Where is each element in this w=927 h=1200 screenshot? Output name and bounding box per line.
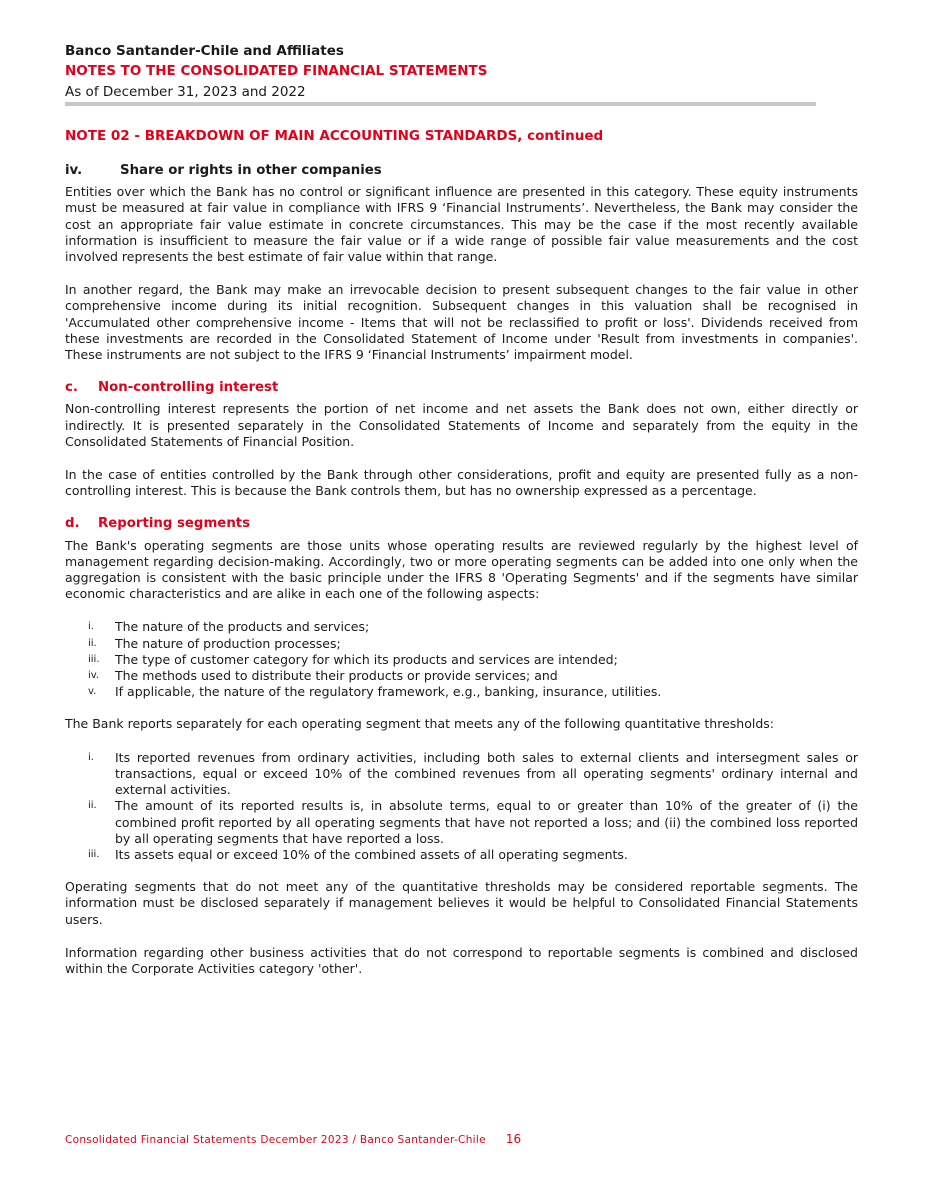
section-d-heading bbox=[65, 516, 858, 532]
list-item-text: The type of customer category for which its products and services are intended; bbox=[115, 651, 618, 667]
list-marker: ii. bbox=[88, 637, 97, 649]
list-item-text: The amount of its reported results is, in absolute terms, equal to or greater than 10% of the greater of (i) the combined profit reported by all operating segments that have not reported a loss; and (ii) the combined loss reported by all operating segments that have reported a loss. bbox=[115, 798, 858, 846]
section-d-paragraph-4: Information regarding other business activities that do not correspond to reportable segments is combined and disclosed within the Corporate Activities category 'other'. bbox=[65, 944, 858, 976]
report-date: As of December 31, 2023 and 2022 bbox=[65, 84, 306, 100]
list-item bbox=[65, 668, 858, 684]
aspects-list bbox=[65, 619, 858, 700]
section-iv-title: Share or rights in other companies bbox=[120, 163, 382, 178]
company-name: Banco Santander-Chile and Affiliates bbox=[65, 43, 344, 59]
section-c-title: Non-controlling interest bbox=[98, 380, 279, 396]
thresholds-list bbox=[65, 750, 858, 863]
list-marker: i. bbox=[88, 621, 94, 633]
page-number: 16 bbox=[505, 1132, 522, 1146]
section-d-number: d. bbox=[65, 516, 80, 532]
page-header bbox=[65, 42, 858, 103]
header-divider bbox=[65, 102, 816, 106]
list-marker: i. bbox=[88, 751, 94, 763]
list-item bbox=[65, 750, 858, 799]
list-item bbox=[65, 684, 858, 700]
list-item-text: The nature of production processes; bbox=[115, 635, 341, 651]
list-marker: ii. bbox=[88, 800, 97, 812]
list-item-text: If applicable, the nature of the regulatory framework, e.g., banking, insurance, utilities. bbox=[115, 684, 662, 700]
list-item bbox=[65, 847, 858, 863]
footer-text: Consolidated Financial Statements December 2023 / Banco Santander-Chile bbox=[65, 1134, 486, 1146]
section-d-paragraph-3: Operating segments that do not meet any of the quantitative thresholds may be considered reportable segments. The information must be disclosed separately if management believes it would be helpful to Consolidated Financial Statements users. bbox=[65, 879, 858, 927]
section-d-paragraph-1: The Bank's operating segments are those units whose operating results are reviewed regularly by the highest level of management regarding decision-making. Accordingly, two or more operating segments can be added into one only when the aggregation is consistent with the basic principle under the IFRS 8 'Operating Segments' and if the segments have similar economic characteristics and are alike in each one of the following aspects: bbox=[65, 537, 858, 602]
list-item bbox=[65, 619, 858, 635]
section-iv-paragraph-2: In another regard, the Bank may make an irrevocable decision to present subsequent changes to the fair value in other comprehensive income during its initial recognition. Subsequent changes in this valuation shall be recognised in 'Accumulated other comprehensive income - Items that will not be reclassified to profit or loss'. Dividends received from these investments are recorded in the Consolidated Statement of Income under 'Result from investments in companies'. These instruments are not subject to the IFRS 9 ‘Financial Instruments’ impairment model. bbox=[65, 282, 858, 363]
list-item-text: The nature of the products and services; bbox=[115, 619, 370, 635]
list-item-text: Its assets equal or exceed 10% of the combined assets of all operating segments. bbox=[115, 846, 628, 862]
list-item bbox=[65, 652, 858, 668]
document-body bbox=[65, 163, 858, 994]
list-marker: v. bbox=[88, 686, 97, 698]
list-item bbox=[65, 798, 858, 847]
notes-title: NOTES TO THE CONSOLIDATED FINANCIAL STATEMENTS bbox=[65, 63, 488, 79]
list-marker: iv. bbox=[88, 670, 100, 682]
section-iv-paragraph-1: Entities over which the Bank has no control or significant influence are presented in this category. These equity instruments must be measured at fair value in compliance with IFRS 9 ‘Financial Instruments’. Nevertheless, the Bank may consider the cost an appropriate fair value estimate in concrete circumstances. This may be the case if the most recently available information is insufficient to measure the fair value or if a wide range of possible fair value measurements and the cost involved represents the best estimate of fair value within that range. bbox=[65, 184, 858, 265]
section-c-paragraph-2: In the case of entities controlled by the Bank through other considerations, profit and equity are presented fully as a non-controlling interest. This is because the Bank controls them, but has no ownership expressed as a percentage. bbox=[65, 467, 858, 499]
section-d-title: Reporting segments bbox=[98, 516, 251, 532]
section-iv-heading bbox=[65, 163, 858, 179]
list-item-text: The methods used to distribute their products or provide services; and bbox=[115, 668, 558, 684]
list-marker: iii. bbox=[88, 848, 100, 860]
list-item-text: Its reported revenues from ordinary activities, including both sales to external clients and intersegment sales or transactions, equal or exceed 10% of the combined revenues from all operating segments' ordinary internal and external activities. bbox=[115, 749, 858, 798]
note-title: NOTE 02 - BREAKDOWN OF MAIN ACCOUNTING STANDARDS, continued bbox=[65, 128, 604, 144]
section-c-paragraph-1: Non-controlling interest represents the portion of net income and net assets the Bank does not own, either directly or indirectly. It is presented separately in the Consolidated Statements of Income and separately from the equity in the Consolidated Statements of Financial Position. bbox=[65, 401, 858, 449]
list-item bbox=[65, 636, 858, 652]
section-d-paragraph-2: The Bank reports separately for each operating segment that meets any of the following quantitative thresholds: bbox=[65, 716, 774, 732]
page-footer bbox=[65, 1132, 521, 1146]
list-marker: iii. bbox=[88, 653, 100, 665]
section-iv-number: iv. bbox=[65, 163, 83, 178]
section-c-heading bbox=[65, 380, 858, 396]
section-c-number: c. bbox=[65, 380, 78, 396]
